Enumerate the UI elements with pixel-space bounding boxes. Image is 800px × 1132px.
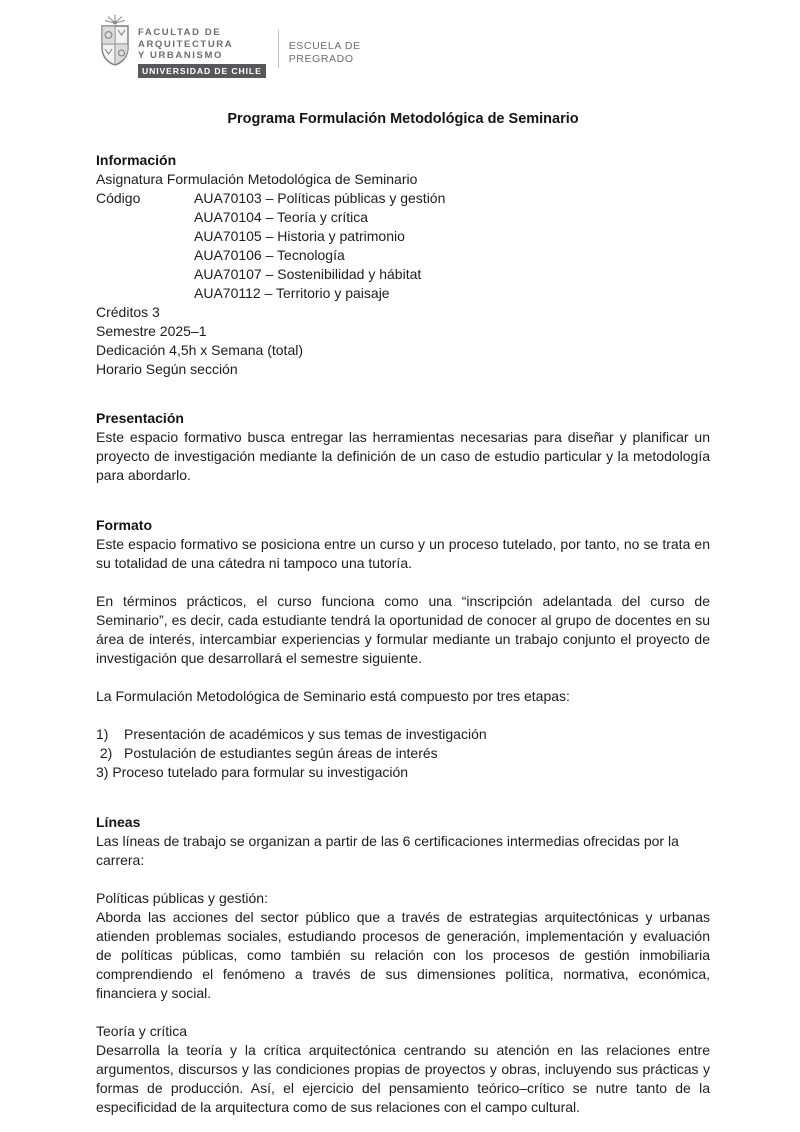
codigo-item: AUA70105 – Historia y patrimonio bbox=[194, 227, 405, 244]
section-lineas bbox=[96, 813, 710, 1117]
dedicacion-line: Dedicación 4,5h x Semana (total) bbox=[96, 341, 303, 358]
faculty-line-1: FACULTAD DE bbox=[138, 27, 222, 38]
faculty-line-2: ARQUITECTURA bbox=[138, 38, 234, 50]
institution-header bbox=[98, 14, 710, 78]
formato-heading: Formato bbox=[96, 516, 152, 533]
section-informacion bbox=[96, 151, 710, 379]
section-presentacion bbox=[96, 409, 710, 485]
faculty-line-3: Y URBANISMO bbox=[138, 50, 223, 61]
lineas-intro: Las líneas de trabajo se organizan a partir de las 6 certificaciones intermedias ofrecidas por la carrera: bbox=[96, 832, 679, 868]
school-name bbox=[289, 14, 361, 66]
presentacion-heading: Presentación bbox=[96, 409, 184, 426]
presentacion-body: Este espacio formativo busca entregar las herramientas necesarias para diseñar y planificar un proyecto de investigación mediante la definición de un caso de estudio particular y la metodología para abordarlo. bbox=[96, 428, 710, 483]
linea-politicas-body: Aborda las acciones del sector público que a través de estrategias arquitectónicas y urbanas atienden problemas sociales, estudiando procesos de generación, implementación y evaluación de políticas públicas, como también su relación con los procesos de gestión inmobiliaria comprendiendo el fenómeno a través de sus dimensiones política, normativa, económica, financiera y social. bbox=[96, 908, 710, 1001]
linea-teoria bbox=[96, 1022, 710, 1117]
linea-teoria-title: Teoría y crítica bbox=[96, 1022, 188, 1039]
horario-line: Horario Según sección bbox=[96, 360, 238, 377]
codigo-row bbox=[96, 189, 710, 303]
etapa-item-1: 1) Presentación de académicos y sus temas de investigación bbox=[96, 725, 487, 742]
etapa-item-2: 2) Postulación de estudiantes según áreas de interés bbox=[96, 744, 438, 761]
university-name-badge: UNIVERSIDAD DE CHILE bbox=[138, 64, 266, 78]
header-divider bbox=[278, 30, 279, 68]
etapa-item-3: 3) Proceso tutelado para formular su investigación bbox=[96, 763, 409, 780]
codigo-list bbox=[194, 189, 445, 303]
document-title: Programa Formulación Metodológica de Seminario bbox=[227, 110, 579, 127]
faculty-name bbox=[138, 14, 266, 78]
formato-paragraph-3: La Formulación Metodológica de Seminario está compuesto por tres etapas: bbox=[96, 687, 570, 704]
formato-paragraph-2: En términos prácticos, el curso funciona como una “inscripción adelantada del curso de Seminario”, es decir, cada estudiante tendrá la oportunidad de conocer al grupo de docentes en su área de interés, intercambiar experiencias y formular mediante un trabajo conjunto el proyecto de investigación que desarrollará el semestre siguiente. bbox=[96, 592, 710, 666]
codigo-item: AUA70107 – Sostenibilidad y hábitat bbox=[194, 265, 422, 282]
formato-paragraph-1: Este espacio formativo se posiciona entre un curso y un proceso tutelado, por tanto, no se trata en su totalidad de una cátedra ni tampoco una tutoría. bbox=[96, 535, 710, 571]
lineas-heading: Líneas bbox=[96, 813, 141, 830]
linea-politicas-title: Políticas públicas y gestión: bbox=[96, 889, 268, 906]
creditos-line: Créditos 3 bbox=[96, 303, 160, 320]
school-line-2: PREGRADO bbox=[288, 53, 354, 65]
codigo-label: Código bbox=[96, 189, 141, 206]
linea-politicas bbox=[96, 889, 710, 1003]
informacion-heading: Información bbox=[96, 151, 177, 168]
codigo-item: AUA70112 – Territorio y paisaje bbox=[194, 284, 390, 301]
etapas-list bbox=[96, 725, 710, 782]
codigo-item: AUA70106 – Tecnología bbox=[194, 246, 345, 263]
asignatura-line: Asignatura Formulación Metodológica de Seminario bbox=[96, 170, 418, 187]
school-line-1: ESCUELA DE bbox=[288, 40, 361, 52]
semestre-line: Semestre 2025–1 bbox=[96, 322, 207, 339]
codigo-item: AUA70103 – Políticas públicas y gestión bbox=[194, 189, 446, 206]
codigo-item: AUA70104 – Teoría y crítica bbox=[194, 208, 369, 225]
university-crest-icon bbox=[98, 14, 132, 66]
section-formato bbox=[96, 516, 710, 782]
linea-teoria-body: Desarrolla la teoría y la crítica arquitectónica centrando su atención en las relaciones entre argumentos, discursos y las condiciones propias de proyectos y obras, incluyendo sus prácticas y formas de producción. Así, el ejercicio del pensamiento teórico–crítico se nutre tanto de la especificidad de la arquitectura como de sus relaciones con el campo cultural. bbox=[96, 1041, 710, 1115]
